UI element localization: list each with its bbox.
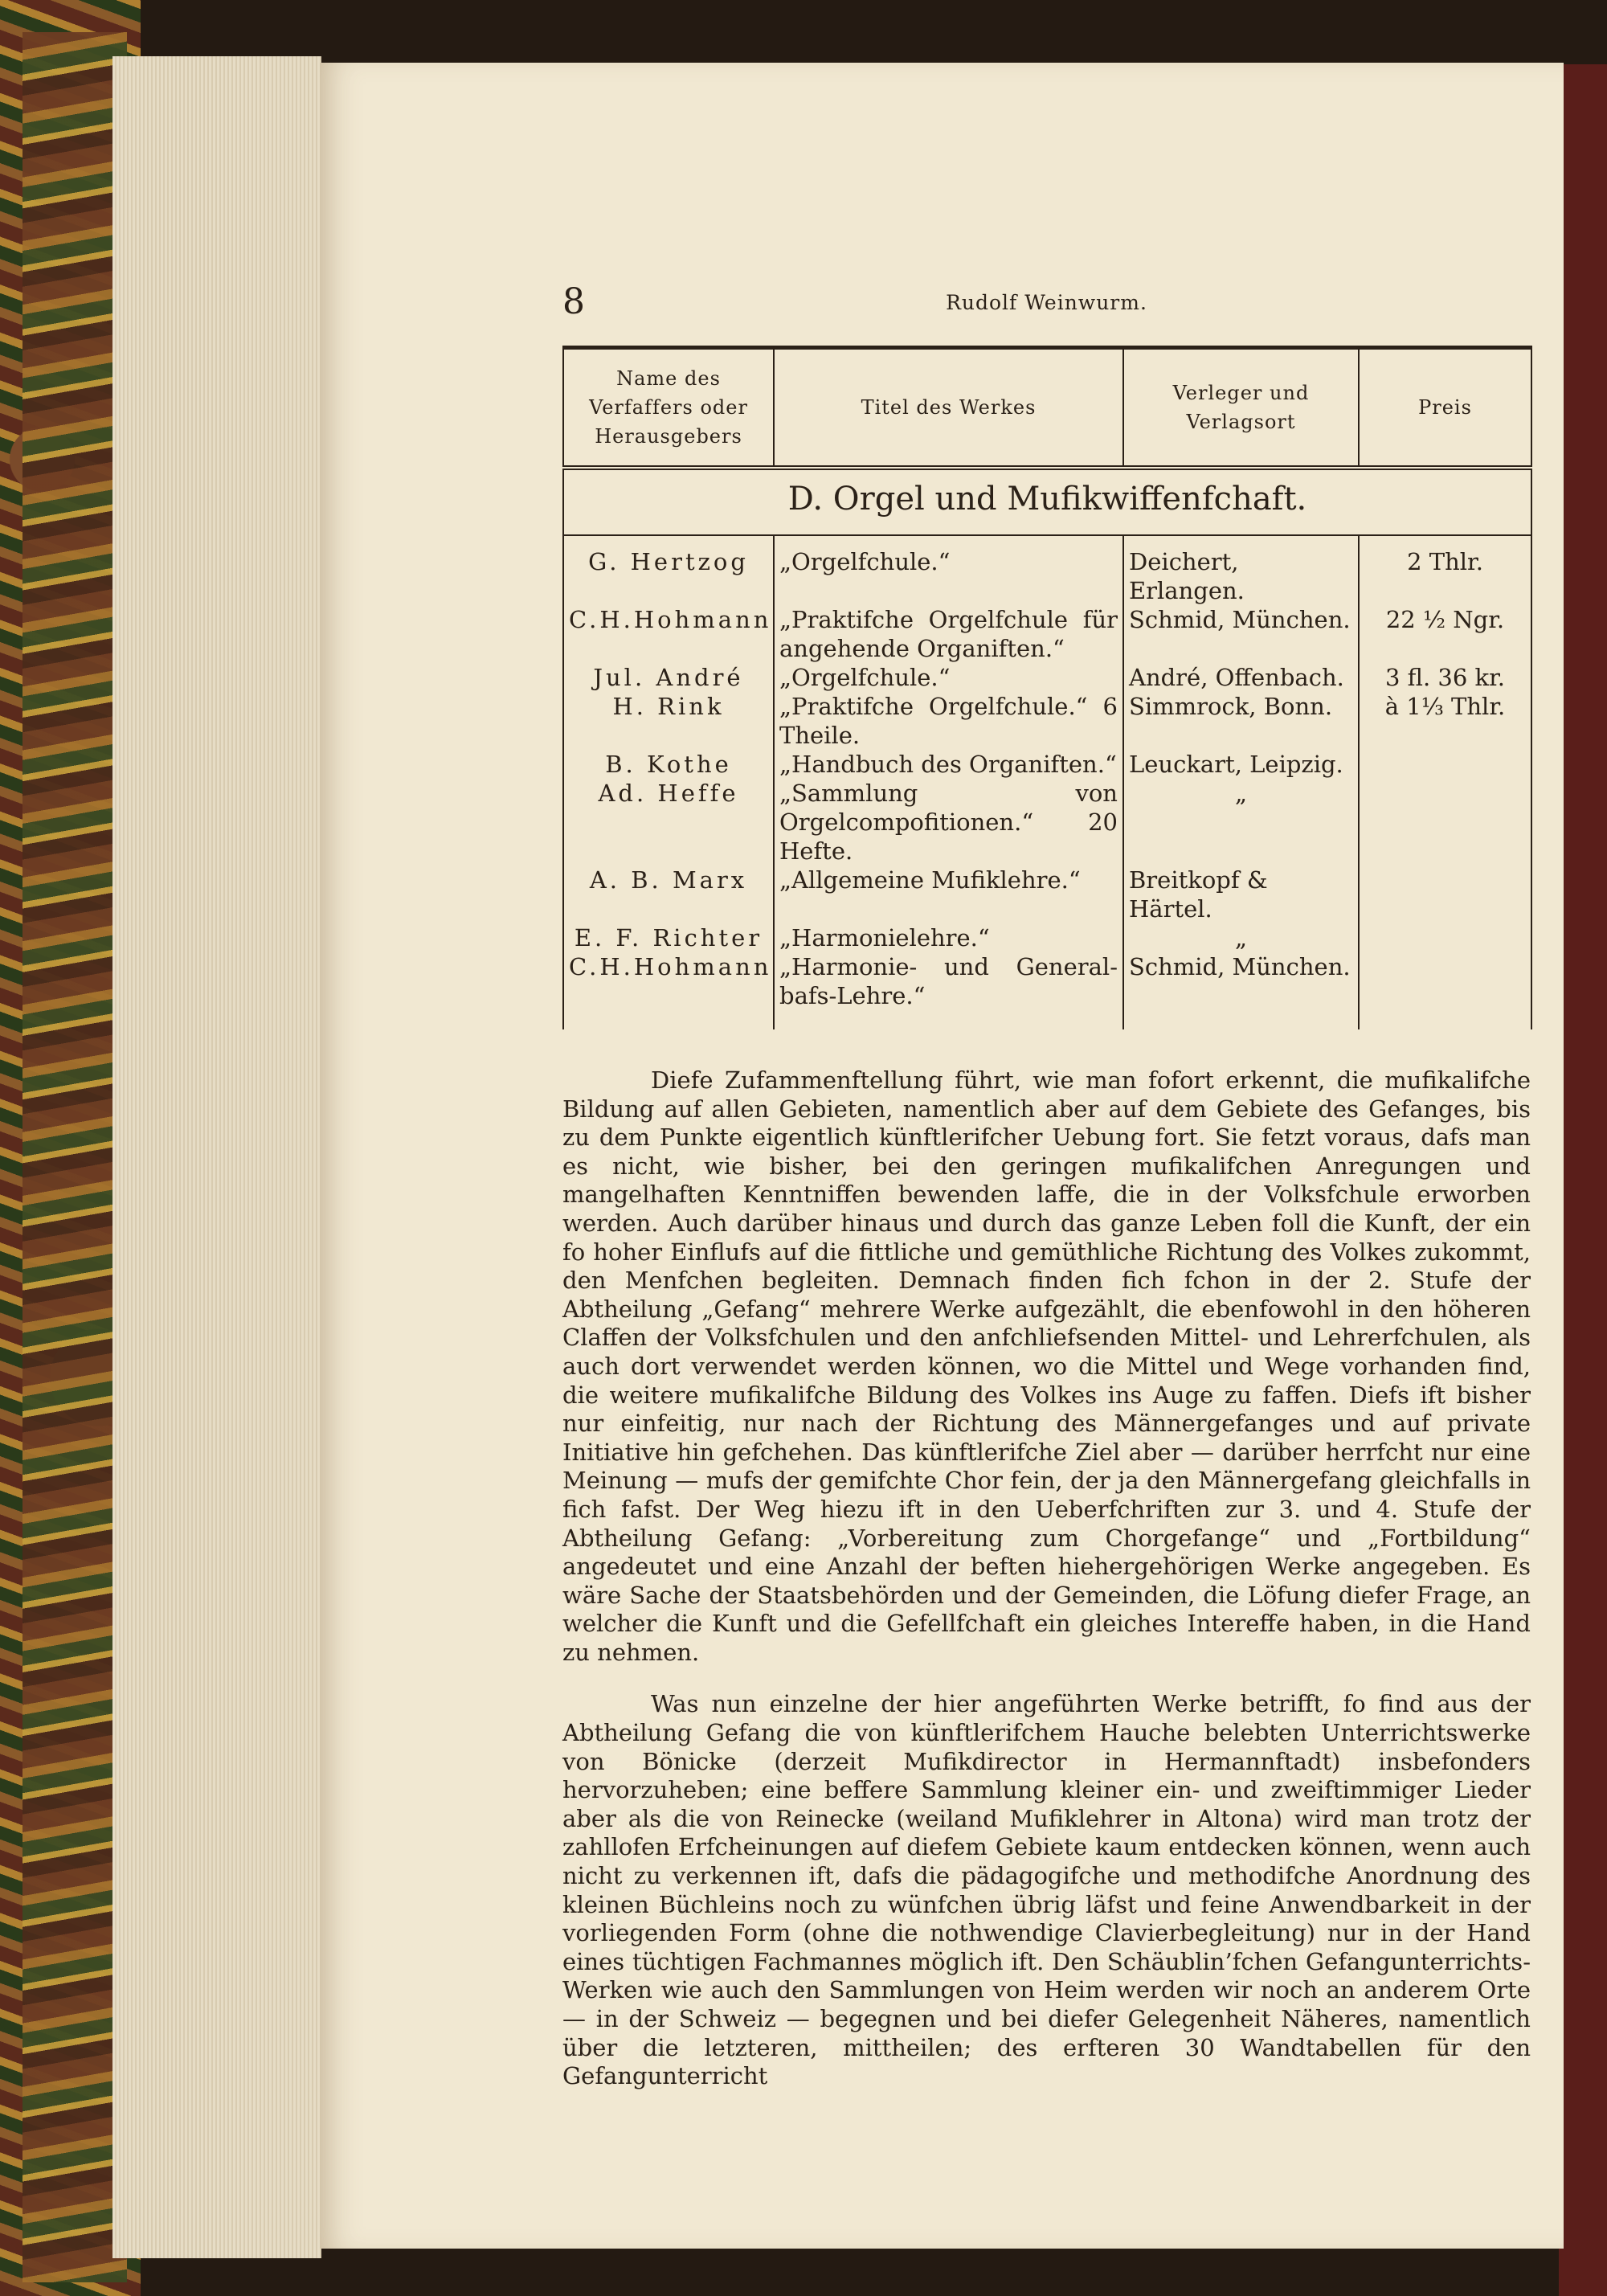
works-table	[562, 346, 1532, 1029]
table-row	[563, 663, 1531, 692]
author-cell: C.H.Hohmann	[563, 605, 774, 663]
price-cell: à 1⅓ Thlr.	[1384, 693, 1506, 720]
column-header-title: Titel des Werkes	[774, 348, 1123, 469]
book-cover-right-edge	[1559, 64, 1607, 2296]
author-cell: H. Rink	[563, 692, 774, 750]
title-cell: „Praktifche Orgelfchule.“ 6 Theile.	[774, 692, 1123, 750]
author-cell: Jul. André	[563, 663, 774, 692]
table-row	[563, 692, 1531, 750]
publisher-cell: André, Offenbach.	[1123, 663, 1359, 692]
table-row	[563, 866, 1531, 923]
section-title: D. Orgel und Mufikwiffenfchaft.	[563, 468, 1531, 535]
publisher-cell: Schmid, München.	[1123, 605, 1359, 663]
table-header-row	[563, 348, 1531, 469]
publisher-cell: „	[1123, 779, 1359, 866]
author-cell: E. F. Richter	[563, 923, 774, 952]
author-cell: C.H.Hohmann	[563, 952, 774, 1029]
running-head	[562, 281, 1531, 329]
title-cell: „Handbuch des Organiften.“	[774, 750, 1123, 779]
body-paragraph-1: Diefe Zufammenftellung führt, wie man fofort erkennt, die mufikalifche Bildung auf allen Gebieten, namentlich aber auf dem Gebiete des Gefanges, bis zu dem Punkte eigentlich künftlerifcher Uebung fort. Sie fetzt voraus, dafs man es nicht, wie bisher, bei den geringen mufikalifchen Anregungen und mangelhaften Kenntniffen bewenden laffe, die in der Volksfchule erworben werden. Auch darüber hinaus und durch das ganze Leben foll die Kunft, der ein fo hoher Einflufs auf die fittliche und gemüthliche Richtung des Volkes zukommt, den Menfchen begleiten. Demnach finden fich fchon in der 2. Stufe der Abtheilung „Gefang“ mehrere Werke aufgezählt, die ebenfowohl in den höheren Claffen der Volksfchulen und den anfchliefsenden Mittel- und Lehrerfchulen, als auch dort verwendet werden können, wo die Mittel und Wege vorhanden find, die weitere mufikalifche Bildung des Volkes ins Auge zu faffen. Diefs ift bisher nur einfeitig, nur nach der Richtung des Männergefanges und auf private Initiative hin gefchehen. Das künftlerifche Ziel aber — darüber herrfcht nur eine Meinung — mufs der gemifchte Chor fein, der ja den Männergefang gleichfalls in fich fafst. Der Weg hiezu ift in den Ueberfchriften zur 3. und 4. Stufe der Abtheilung Gefang: „Vorbereitung zum Chorgefange“ und „Fortbildung“ angedeutet und eine Anzahl der beften hiehergehörigen Werke angegeben. Es wäre Sache der Staatsbehörden und der Gemeinden, die Löfung diefer Frage, an welcher die Kunft und die Gefellfchaft ein gleiches Intereffe haben, in die Hand zu nehmen.	[562, 1066, 1531, 1666]
table-row	[563, 535, 1531, 605]
title-cell: „Allgemeine Mufiklehre.“	[774, 866, 1123, 923]
page-edges	[112, 56, 321, 2258]
table-row	[563, 605, 1531, 663]
table-row	[563, 750, 1531, 779]
author-cell: Ad. Heffe	[563, 779, 774, 866]
table-row	[563, 923, 1531, 952]
price-cell	[1359, 779, 1531, 866]
price-cell	[1359, 750, 1531, 779]
title-cell: „Orgelfchule.“	[774, 535, 1123, 605]
page-content	[562, 281, 1531, 2114]
price-cell: 2 Thlr.	[1407, 548, 1483, 575]
title-cell: „Sammlung von Orgelcompofitionen.“ 20 Hefte.	[774, 779, 1123, 866]
column-header-price: Preis	[1359, 348, 1531, 469]
publisher-cell: Breitkopf & Härtel.	[1123, 866, 1359, 923]
table-row	[563, 779, 1531, 866]
price-cell	[1359, 866, 1531, 923]
publisher-cell: Schmid, München.	[1123, 952, 1359, 1029]
price-cell: 3 fl. 36 kr.	[1384, 664, 1506, 691]
running-title: Rudolf Weinwurm.	[946, 291, 1147, 314]
column-header-publisher: Verleger und Verlagsort	[1123, 348, 1359, 469]
title-cell: „Praktifche Orgelfchule für angehende Organiften.“	[774, 605, 1123, 663]
price-cell	[1359, 952, 1531, 1029]
book-spine-marbled	[22, 32, 127, 2282]
section-row	[563, 468, 1531, 535]
price-cell: 22 ½ Ngr.	[1385, 606, 1505, 633]
table-row	[563, 952, 1531, 1029]
author-cell: A. B. Marx	[563, 866, 774, 923]
publisher-cell: „	[1123, 923, 1359, 952]
publisher-cell: Deichert, Erlangen.	[1123, 535, 1359, 605]
publisher-cell: Simmrock, Bonn.	[1123, 692, 1359, 750]
price-cell	[1359, 923, 1531, 952]
title-cell: „Harmonielehre.“	[774, 923, 1123, 952]
column-header-author: Name des Verfaffers oder Herausgebers	[563, 348, 774, 469]
publisher-cell: Leuckart, Leipzig.	[1123, 750, 1359, 779]
author-cell: B. Kothe	[563, 750, 774, 779]
author-cell: G. Hertzog	[563, 535, 774, 605]
title-cell: „Orgelfchule.“	[774, 663, 1123, 692]
page-number: 8	[562, 281, 585, 322]
title-cell: „Harmonie- und General-bafs-Lehre.“	[774, 952, 1123, 1029]
body-paragraph-2: Was nun einzelne der hier angeführten Werke betrifft, fo find aus der Abtheilung Gefang die von künftlerifchem Hauche belebten Unterrichtswerke von Bönicke (derzeit Mufikdirector in Hermannftadt) insbefonders hervorzuheben; eine beffere Sammlung kleiner ein- und zweiftimmiger Lieder aber als die von Reinecke (weiland Mufiklehrer in Altona) wird man trotz der zahllofen Erfcheinungen auf diefem Gebiete kaum entdecken können, wenn auch nicht zu verkennen ift, dafs die pädagogifche und methodifche Anordnung des kleinen Büchleins noch zu wünfchen übrig läfst und feine Anwendbarkeit in der vorliegenden Form (ohne die nothwendige Clavierbegleitung) nur in der Hand eines tüchtigen Fachmannes möglich ift. Den Schäublin’fchen Gefangunterrichts-Werken wie auch den Sammlungen von Heim werden wir noch an anderem Orte — in der Schweiz — begegnen und bei diefer Gelegenheit Näheres, namentlich über die letzteren, mittheilen; des erfteren 30 Wandtabellen für den Gefangunterricht	[562, 1690, 1531, 2090]
